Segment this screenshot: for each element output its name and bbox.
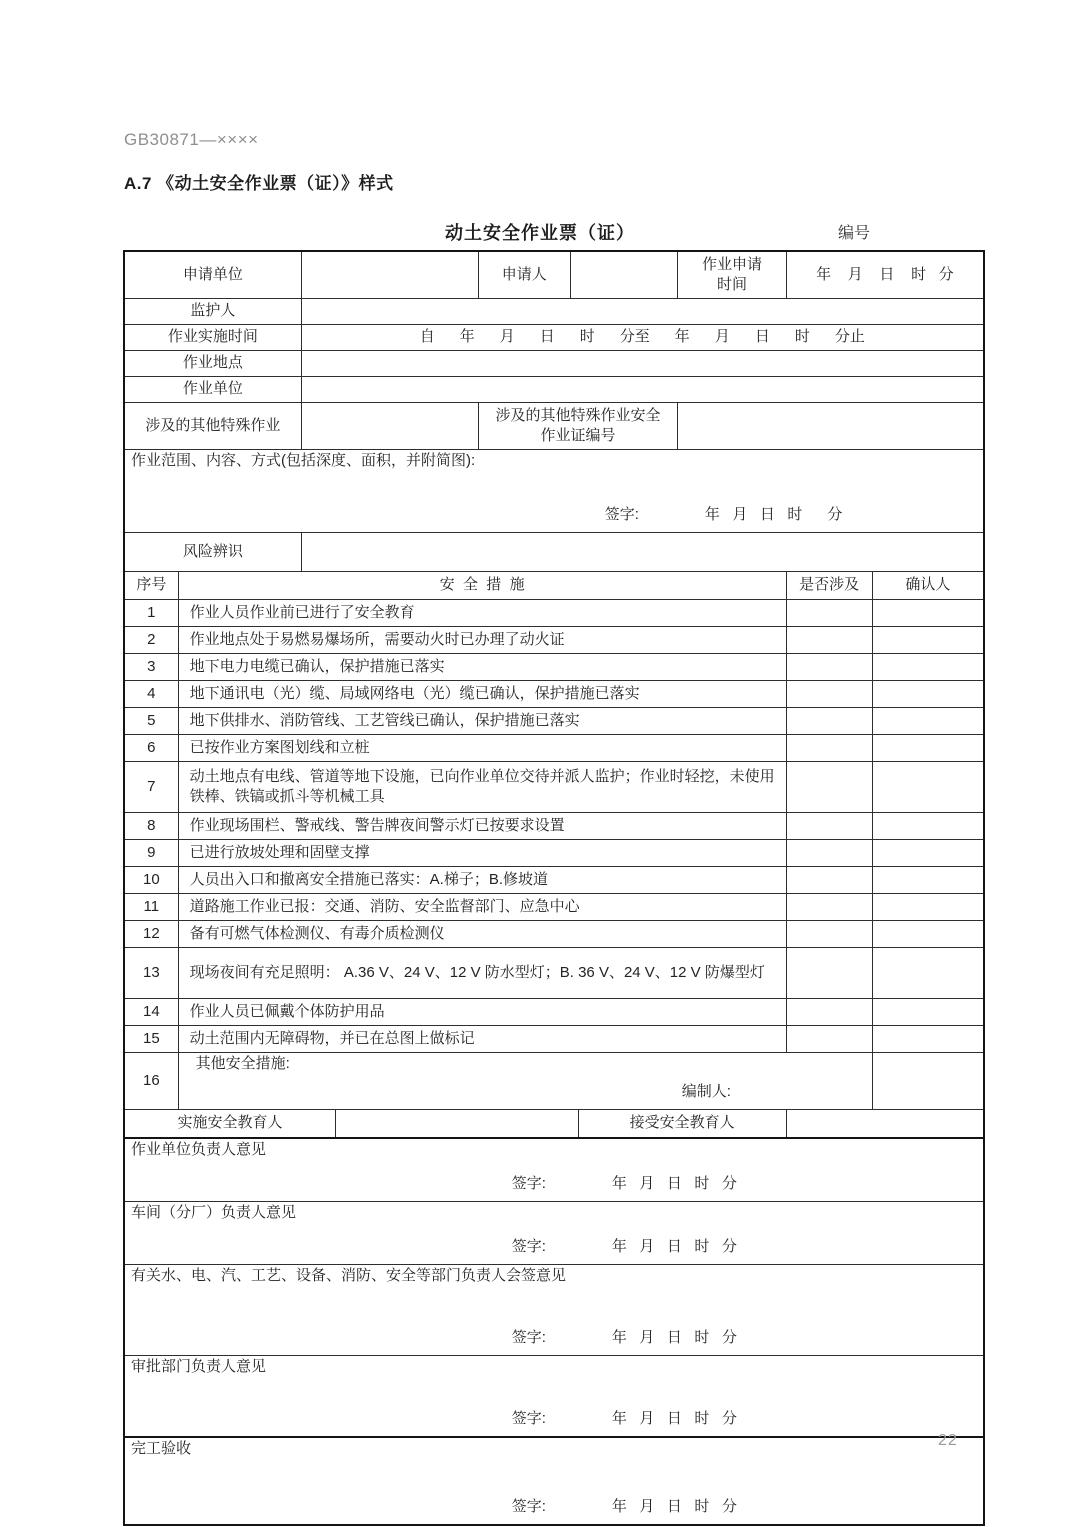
edu-receive-label: 接受安全教育人 (578, 1110, 786, 1139)
other-special-cert-field (678, 403, 984, 450)
edu-receive-field (786, 1110, 984, 1139)
opinion-label: 审批部门负责人意见 (131, 1358, 267, 1375)
applicant-label: 申请人 (478, 251, 570, 299)
impl-time-value: 自 年 月 日 时 分至 年 月 日 时 分止 (301, 325, 984, 351)
confirmer-cell (872, 867, 984, 894)
opinion-cell (124, 1265, 984, 1356)
measure-text: 作业人员作业前已进行了安全教育 (178, 600, 786, 627)
measure-no: 15 (124, 1026, 178, 1053)
serial-number-label: 编号 (838, 225, 871, 242)
permit-form-table (123, 250, 985, 1526)
confirmer-cell (872, 813, 984, 840)
opinion-row (124, 1202, 984, 1265)
apply-time-value: 年 月 日 时 分 (786, 251, 984, 299)
measure-row-other (124, 1053, 984, 1110)
section-heading: A.7 《动土安全作业票（证）》样式 (124, 174, 394, 193)
measure-row (124, 894, 984, 921)
involved-cell (786, 762, 872, 813)
form-title-row (0, 219, 1080, 247)
row-apply (124, 251, 984, 299)
measure-row (124, 867, 984, 894)
doc-code: GB30871—×××× (124, 130, 259, 149)
opinion-sign-line (131, 1409, 977, 1429)
measure-row (124, 654, 984, 681)
confirmer-cell (872, 600, 984, 627)
other-special-field (301, 403, 478, 450)
involved-cell (786, 999, 872, 1026)
sign-date: 年 月 日 时 分 (611, 1328, 737, 1346)
confirmer-cell (872, 840, 984, 867)
confirmer-cell (872, 627, 984, 654)
opinion-row (124, 1138, 984, 1202)
sign-label: 签字: (511, 1409, 546, 1427)
edu-give-field (336, 1110, 579, 1139)
sign-label: 签字: (511, 1328, 546, 1346)
measure-text: 地下供排水、消防管线、工艺管线已确认，保护措施已落实 (178, 708, 786, 735)
col-involved: 是否涉及 (786, 572, 872, 600)
measure-text: 作业现场围栏、警戒线、警告牌夜间警示灯已按要求设置 (178, 813, 786, 840)
location-label: 作业地点 (124, 351, 301, 377)
measure-row (124, 999, 984, 1026)
confirmer-cell (872, 735, 984, 762)
measure-text: 现场夜间有充足照明： A.36 V、24 V、12 V 防水型灯；B. 36 V、24 V、12 V 防爆型灯 (178, 948, 786, 999)
confirmer-cell (872, 681, 984, 708)
involved-cell (786, 921, 872, 948)
opinion-cell (124, 1356, 984, 1438)
measure-no: 6 (124, 735, 178, 762)
guardian-label: 监护人 (124, 299, 301, 325)
measure-no: 2 (124, 627, 178, 654)
measure-row (124, 681, 984, 708)
measure-row (124, 708, 984, 735)
confirmer-cell (872, 762, 984, 813)
involved-cell (786, 681, 872, 708)
other-special-cert-line1: 涉及的其他特殊作业安全 (495, 406, 661, 424)
confirmer-cell (872, 1026, 984, 1053)
measure-text: 已按作业方案图划线和立桩 (178, 735, 786, 762)
opinion-row (124, 1437, 984, 1525)
opinion-row (124, 1356, 984, 1438)
compiler-label: 编制人: (681, 1082, 731, 1100)
apply-unit-label: 申请单位 (124, 251, 301, 299)
opinion-cell (124, 1202, 984, 1265)
measure-row (124, 627, 984, 654)
measures-header-row (124, 572, 984, 600)
opinion-sign-line (131, 1174, 977, 1194)
measure-no: 5 (124, 708, 178, 735)
confirmer-cell (872, 948, 984, 999)
col-confirmer: 确认人 (872, 572, 984, 600)
measure-row (124, 948, 984, 999)
measure-no: 10 (124, 867, 178, 894)
opinion-label: 有关水、电、汽、工艺、设备、消防、安全等部门负责人会签意见 (131, 1267, 567, 1284)
involved-cell (786, 1026, 872, 1053)
sign-date: 年 月 日 时 分 (704, 505, 843, 523)
form-title: 动土安全作业票（证） (445, 223, 635, 243)
edu-give-label: 实施安全教育人 (124, 1110, 336, 1139)
measure-row (124, 762, 984, 813)
measure-no: 1 (124, 600, 178, 627)
measure-text: 人员出入口和撤离安全措施已落实：A.梯子；B.修坡道 (178, 867, 786, 894)
apply-unit-field (301, 251, 478, 299)
measure-no: 11 (124, 894, 178, 921)
sign-label: 签字: (511, 1497, 546, 1515)
apply-time-label (678, 251, 786, 299)
involved-cell (786, 708, 872, 735)
other-special-cert-label (478, 403, 678, 450)
measure-row (124, 1026, 984, 1053)
measure-text: 作业人员已佩戴个体防护用品 (178, 999, 786, 1026)
measure-row (124, 813, 984, 840)
confirmer-cell (872, 708, 984, 735)
measure-no: 4 (124, 681, 178, 708)
scope-sign-line (131, 505, 977, 525)
involved-cell (786, 894, 872, 921)
other-special-cert-line2: 作业证编号 (540, 427, 616, 444)
confirmer-cell (872, 999, 984, 1026)
involved-cell (786, 867, 872, 894)
col-no: 序号 (124, 572, 178, 600)
row-guardian (124, 299, 984, 325)
sign-label: 签字: (604, 505, 639, 523)
sign-date: 年 月 日 时 分 (611, 1409, 737, 1427)
other-measures-label: 其他安全措施: (195, 1055, 290, 1072)
involved-cell (786, 735, 872, 762)
guardian-field (301, 299, 984, 325)
involved-cell (786, 813, 872, 840)
opinion-sign-line (131, 1328, 977, 1348)
row-impl-time (124, 325, 984, 351)
measure-text: 已进行放坡处理和固壁支撑 (178, 840, 786, 867)
other-measures-cell (178, 1053, 872, 1110)
risk-field (301, 533, 984, 572)
measure-text: 备有可燃气体检测仪、有毒介质检测仪 (178, 921, 786, 948)
measure-row (124, 840, 984, 867)
measure-text: 动土地点有电线、管道等地下设施，已向作业单位交待并派人监护；作业时轻挖，未使用铁棒、铁镐或抓斗等机械工具 (178, 762, 786, 813)
row-education (124, 1110, 984, 1139)
measure-no: 7 (124, 762, 178, 813)
sign-date: 年 月 日 时 分 (611, 1237, 737, 1255)
opinion-cell (124, 1138, 984, 1202)
involved-cell (786, 654, 872, 681)
measure-no: 3 (124, 654, 178, 681)
measure-row (124, 600, 984, 627)
applicant-field (570, 251, 677, 299)
other-special-label: 涉及的其他特殊作业 (124, 403, 301, 450)
measure-no: 16 (124, 1053, 178, 1110)
sign-label: 签字: (511, 1174, 546, 1192)
row-location (124, 351, 984, 377)
apply-time-label-line1: 作业申请 (701, 255, 762, 273)
row-work-unit (124, 377, 984, 403)
measure-text: 地下电力电缆已确认，保护措施已落实 (178, 654, 786, 681)
col-measure: 安 全 措 施 (178, 572, 786, 600)
page-number: 22 (938, 1432, 958, 1449)
measure-row (124, 921, 984, 948)
measure-text: 作业地点处于易燃易爆场所，需要动火时已办理了动火证 (178, 627, 786, 654)
measure-no: 13 (124, 948, 178, 999)
opinion-label: 完工验收 (131, 1440, 192, 1457)
scope-label: 作业范围、内容、方式(包括深度、面积，并附简图): (131, 452, 476, 469)
measure-text: 地下通讯电（光）缆、局域网络电（光）缆已确认，保护措施已落实 (178, 681, 786, 708)
opinion-sign-line (131, 1497, 977, 1517)
measure-row (124, 735, 984, 762)
apply-time-label-line2: 时间 (716, 276, 747, 293)
opinion-row (124, 1265, 984, 1356)
scope-cell (124, 450, 984, 533)
opinion-label: 作业单位负责人意见 (131, 1141, 267, 1158)
work-unit-field (301, 377, 984, 403)
involved-cell (786, 948, 872, 999)
confirmer-cell (872, 894, 984, 921)
row-other-special (124, 403, 984, 450)
measure-no: 12 (124, 921, 178, 948)
sign-date: 年 月 日 时 分 (611, 1497, 737, 1515)
involved-cell (786, 840, 872, 867)
involved-cell (786, 627, 872, 654)
confirmer-cell (872, 921, 984, 948)
opinion-sign-line (131, 1237, 977, 1257)
impl-time-label: 作业实施时间 (124, 325, 301, 351)
measure-no: 8 (124, 813, 178, 840)
opinion-cell (124, 1437, 984, 1525)
measure-no: 9 (124, 840, 178, 867)
confirmer-cell (872, 654, 984, 681)
measure-text: 道路施工作业已报：交通、消防、安全监督部门、应急中心 (178, 894, 786, 921)
measure-no: 14 (124, 999, 178, 1026)
involved-cell (786, 600, 872, 627)
sign-label: 签字: (511, 1237, 546, 1255)
location-field (301, 351, 984, 377)
sign-date: 年 月 日 时 分 (611, 1174, 737, 1192)
row-scope (124, 450, 984, 533)
risk-label: 风险辨识 (124, 533, 301, 572)
confirmer-cell (872, 1053, 984, 1110)
opinion-label: 车间（分厂）负责人意见 (131, 1204, 297, 1221)
work-unit-label: 作业单位 (124, 377, 301, 403)
row-risk (124, 533, 984, 572)
measure-text: 动土范围内无障碍物，并已在总图上做标记 (178, 1026, 786, 1053)
